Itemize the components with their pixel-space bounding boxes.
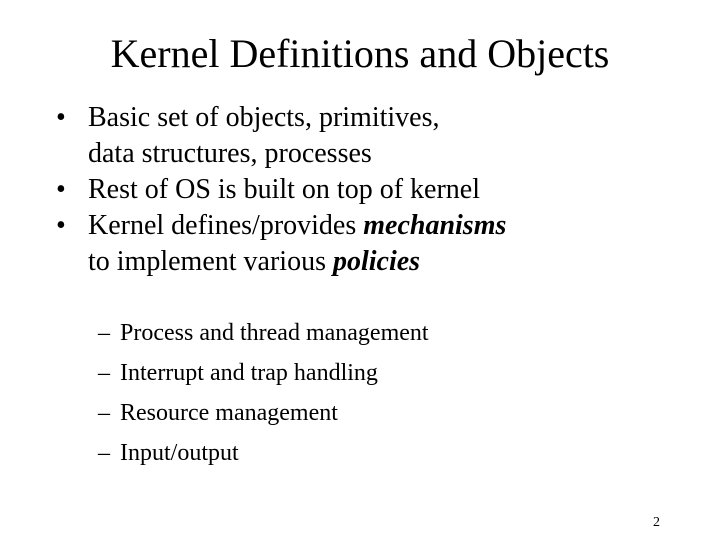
bullet-text: Basic set of objects, primitives, — [88, 102, 440, 133]
subbullet-list — [98, 313, 658, 473]
bullet-text-line — [88, 208, 696, 244]
bullet-text: Rest of OS is built on top of kernel — [88, 174, 480, 205]
bullet-text: Kernel defines/provides — [88, 210, 364, 241]
bullet-text: to implement various — [88, 246, 333, 277]
bullet-item — [56, 100, 696, 172]
emphasis-mechanisms: mechanisms — [363, 210, 507, 241]
dash-marker: – — [98, 400, 110, 426]
subbullet-item — [98, 393, 658, 433]
bullet-text: data structures, processes — [88, 138, 372, 169]
dash-marker: – — [98, 320, 110, 346]
bullet-dot: • — [56, 210, 66, 241]
subbullet-text: Input/output — [120, 440, 239, 466]
bullet-item — [56, 172, 696, 208]
bullet-dot: • — [56, 102, 66, 133]
subbullet-item — [98, 313, 658, 353]
subbullet-item — [98, 433, 658, 473]
dash-marker: – — [98, 360, 110, 386]
subbullet-text: Process and thread management — [120, 320, 429, 346]
bullet-text-line — [88, 244, 696, 280]
emphasis-policies: policies — [332, 246, 421, 277]
dash-marker: – — [98, 440, 110, 466]
bullet-dot: • — [56, 174, 66, 205]
subbullet-text: Interrupt and trap handling — [120, 360, 378, 386]
bullet-list — [56, 100, 696, 280]
page-number: 2 — [653, 515, 660, 530]
slide-title: Kernel Definitions and Objects — [110, 31, 610, 76]
subbullet-item — [98, 353, 658, 393]
bullet-item — [56, 208, 696, 280]
subbullet-text: Resource management — [120, 400, 338, 426]
